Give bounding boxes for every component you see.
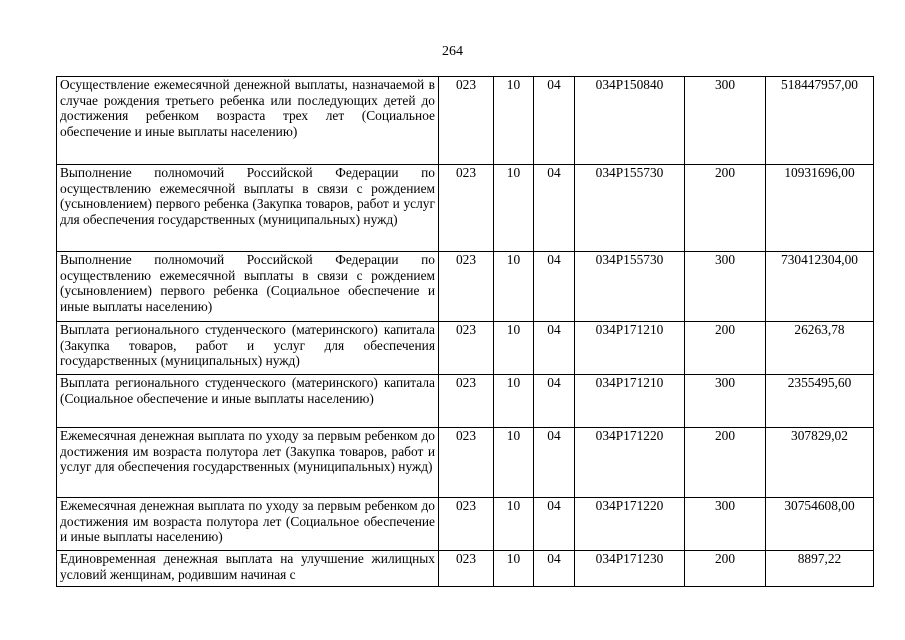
row-amount: 730412304,00 (766, 252, 874, 322)
row-amount: 2355495,60 (766, 375, 874, 428)
row-ministry-code: 023 (439, 551, 494, 587)
row-target-article: 034P171210 (575, 375, 685, 428)
row-section-code: 10 (494, 165, 534, 252)
row-subsection-code: 04 (534, 498, 575, 551)
row-expense-type: 200 (685, 551, 766, 587)
row-amount: 307829,02 (766, 428, 874, 498)
row-section-code: 10 (494, 498, 534, 551)
row-section-code: 10 (494, 322, 534, 375)
row-expense-type: 200 (685, 322, 766, 375)
row-amount: 8897,22 (766, 551, 874, 587)
row-expense-type: 300 (685, 498, 766, 551)
row-amount: 518447957,00 (766, 77, 874, 165)
table-row (57, 252, 874, 322)
row-description: Выплата регионального студенческого (материнского) капитала (Социальное обеспечение и иные выплаты населению) (57, 375, 439, 428)
row-description: Единовременная денежная выплата на улучшение жилищных условий женщинам, родившим начиная с (57, 551, 439, 587)
table-row (57, 375, 874, 428)
page-number: 264 (442, 44, 463, 59)
table-row (57, 428, 874, 498)
table-row (57, 165, 874, 252)
row-section-code: 10 (494, 77, 534, 165)
table-row (57, 551, 874, 587)
row-target-article: 034P171220 (575, 498, 685, 551)
row-subsection-code: 04 (534, 428, 575, 498)
table-row (57, 322, 874, 375)
row-ministry-code: 023 (439, 498, 494, 551)
row-target-article: 034P155730 (575, 252, 685, 322)
row-subsection-code: 04 (534, 375, 575, 428)
table-row (57, 498, 874, 551)
row-target-article: 034P171220 (575, 428, 685, 498)
row-description: Ежемесячная денежная выплата по уходу за первым ребенком до достижения им возраста полутора лет (Социальное обеспечение и иные выплаты населению) (57, 498, 439, 551)
row-subsection-code: 04 (534, 551, 575, 587)
row-amount: 10931696,00 (766, 165, 874, 252)
row-section-code: 10 (494, 252, 534, 322)
row-description: Выполнение полномочий Российской Федерации по осуществлению ежемесячной выплаты в связи с рождением (усыновлением) первого ребенка (Закупка товаров, работ и услуг для обеспечения государственных (муниципальных) нужд) (57, 165, 439, 252)
row-subsection-code: 04 (534, 252, 575, 322)
row-description: Ежемесячная денежная выплата по уходу за первым ребенком до достижения им возраста полутора лет (Закупка товаров, работ и услуг для обеспечения государственных (муниципальных) нужд) (57, 428, 439, 498)
row-section-code: 10 (494, 551, 534, 587)
row-amount: 26263,78 (766, 322, 874, 375)
row-target-article: 034P150840 (575, 77, 685, 165)
row-amount: 30754608,00 (766, 498, 874, 551)
row-description: Выполнение полномочий Российской Федерации по осуществлению ежемесячной выплаты в связи с рождением (усыновлением) первого ребенка (Социальное обеспечение и иные выплаты населению) (57, 252, 439, 322)
row-target-article: 034P155730 (575, 165, 685, 252)
row-expense-type: 300 (685, 252, 766, 322)
row-subsection-code: 04 (534, 77, 575, 165)
row-description: Осуществление ежемесячной денежной выплаты, назначаемой в случае рождения третьего ребенка или последующих детей до достижения ребенком возраста трех лет (Социальное обеспечение и иные выплаты населению) (57, 77, 439, 165)
row-subsection-code: 04 (534, 322, 575, 375)
row-expense-type: 300 (685, 77, 766, 165)
row-ministry-code: 023 (439, 322, 494, 375)
row-ministry-code: 023 (439, 252, 494, 322)
row-expense-type: 300 (685, 375, 766, 428)
row-section-code: 10 (494, 375, 534, 428)
row-target-article: 034P171230 (575, 551, 685, 587)
row-expense-type: 200 (685, 165, 766, 252)
row-target-article: 034P171210 (575, 322, 685, 375)
row-subsection-code: 04 (534, 165, 575, 252)
row-description: Выплата регионального студенческого (материнского) капитала (Закупка товаров, работ и услуг для обеспечения государственных (муниципальных) нужд) (57, 322, 439, 375)
row-ministry-code: 023 (439, 375, 494, 428)
row-expense-type: 200 (685, 428, 766, 498)
row-ministry-code: 023 (439, 165, 494, 252)
table-row (57, 77, 874, 165)
row-ministry-code: 023 (439, 428, 494, 498)
budget-table (56, 76, 874, 587)
row-ministry-code: 023 (439, 77, 494, 165)
row-section-code: 10 (494, 428, 534, 498)
